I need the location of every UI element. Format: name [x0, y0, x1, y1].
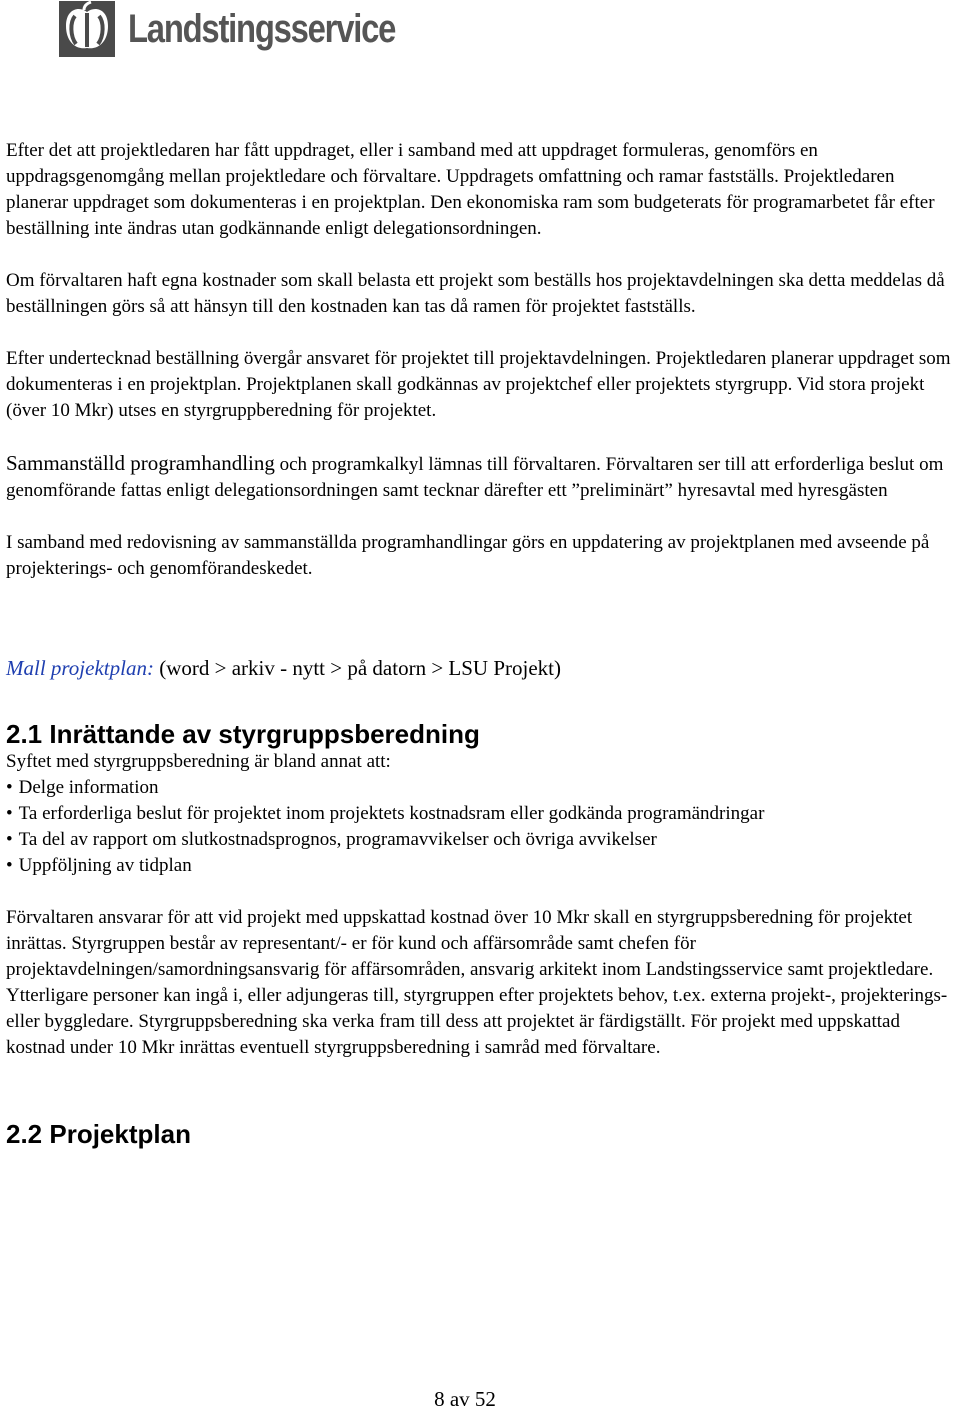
paragraph-own-costs: Om förvaltaren haft egna kostnader som skall belasta ett projekt som beställs hos projektavdelningen ska detta meddelas då beställningen görs så att hänsyn till den kostnaden kan tas då ramen för projektet fastställs.	[6, 270, 945, 317]
list-item: • Ta del av rapport om slutkostnadsprognos, programavvikelser och övriga avvikelser	[6, 827, 958, 853]
template-label: Mall projektplan:	[6, 656, 154, 680]
section-2-1-body: Förvaltaren ansvarar för att vid projekt med uppskattad kostnad över 10 Mkr skall en styrgruppsberedning för projektet inrättas. Styrgruppen består av representant/- er för kund och affärsområde samt chefen för projektavdelningen/samordningsansvarig för affärsområden, ansvarig arkitekt inom Landstingsservice samt projektledare. Ytterligare personer kan ingå i, eller adjungeras till, styrgruppen efter projektets behov, t.ex. externa projekt-, projekterings- eller byggledare. Styrgruppsberedning ska verka fram till dess att projektet är färdigställt. För projekt med uppskattad kostnad under 10 Mkr inrättas eventuell styrgruppsberedning i samråd med förvaltare.	[6, 907, 948, 1058]
section-heading-2-1: 2.1 Inrättande av styrgruppsberedning	[6, 719, 480, 749]
paragraph-assignment-review: Efter det att projektledaren har fått uppdraget, eller i samband med att uppdraget formuleras, genomförs en uppdragsgenomgång mellan projektledare och förvaltare. Uppdragets omfattning och ramar fastställs. Projektledaren planerar uppdraget som dokumenteras i en projektplan. Den ekonomiska ram som budgeterats för programarbetet får efter beställning inte ändras utan godkännande enligt delegationsordningen.	[6, 140, 935, 239]
paragraph-responsibility-transfer: Efter undertecknad beställning övergår ansvaret för projektet till projektavdelningen. Projektledaren planerar uppdraget som dokumenteras i en projektplan. Projektplanen skall godkännas av projektchef eller projektets styrgrupp. Vid stora projekt (över 10 Mkr) utses en styrgruppberedning för projektet.	[6, 348, 951, 421]
document-body	[6, 138, 958, 1149]
purpose-list	[6, 775, 958, 879]
section-heading-2-2: 2.2 Projektplan	[6, 1119, 191, 1149]
template-reference	[6, 654, 958, 682]
paragraph-lead-phrase: Sammanställd programhandling	[6, 451, 275, 475]
company-logo	[58, 0, 454, 58]
paragraph-program-handling-text: och programkalkyl lämnas till förvaltaren. Förvaltaren ser till att erforderliga beslut om genomförande fattas enligt delegationsordningen samt tecknar därefter ett ”preliminärt” hyresavtal med hyresgästen	[6, 454, 944, 501]
paragraph-program-handling	[6, 450, 958, 504]
list-item: • Uppföljning av tidplan	[6, 853, 958, 879]
paragraph-plan-update: I samband med redovisning av sammanställda programhandlingar görs en uppdatering av projektplanen med avseende på projekterings- och genomförandeskedet.	[6, 532, 930, 579]
logo-mark-icon	[58, 0, 116, 58]
list-item: • Delge information	[6, 775, 958, 801]
logo-text: Landstingsservice	[128, 7, 396, 51]
page-number: 8 av 52	[434, 1387, 496, 1411]
template-path: (word > arkiv - nytt > på datorn > LSU Projekt)	[153, 656, 561, 680]
section-2-1-intro: Syftet med styrgruppsberedning är bland annat att:	[6, 751, 391, 772]
list-item: • Ta erforderliga beslut för projektet inom projektets kostnadsram eller godkända programändringar	[6, 801, 958, 827]
